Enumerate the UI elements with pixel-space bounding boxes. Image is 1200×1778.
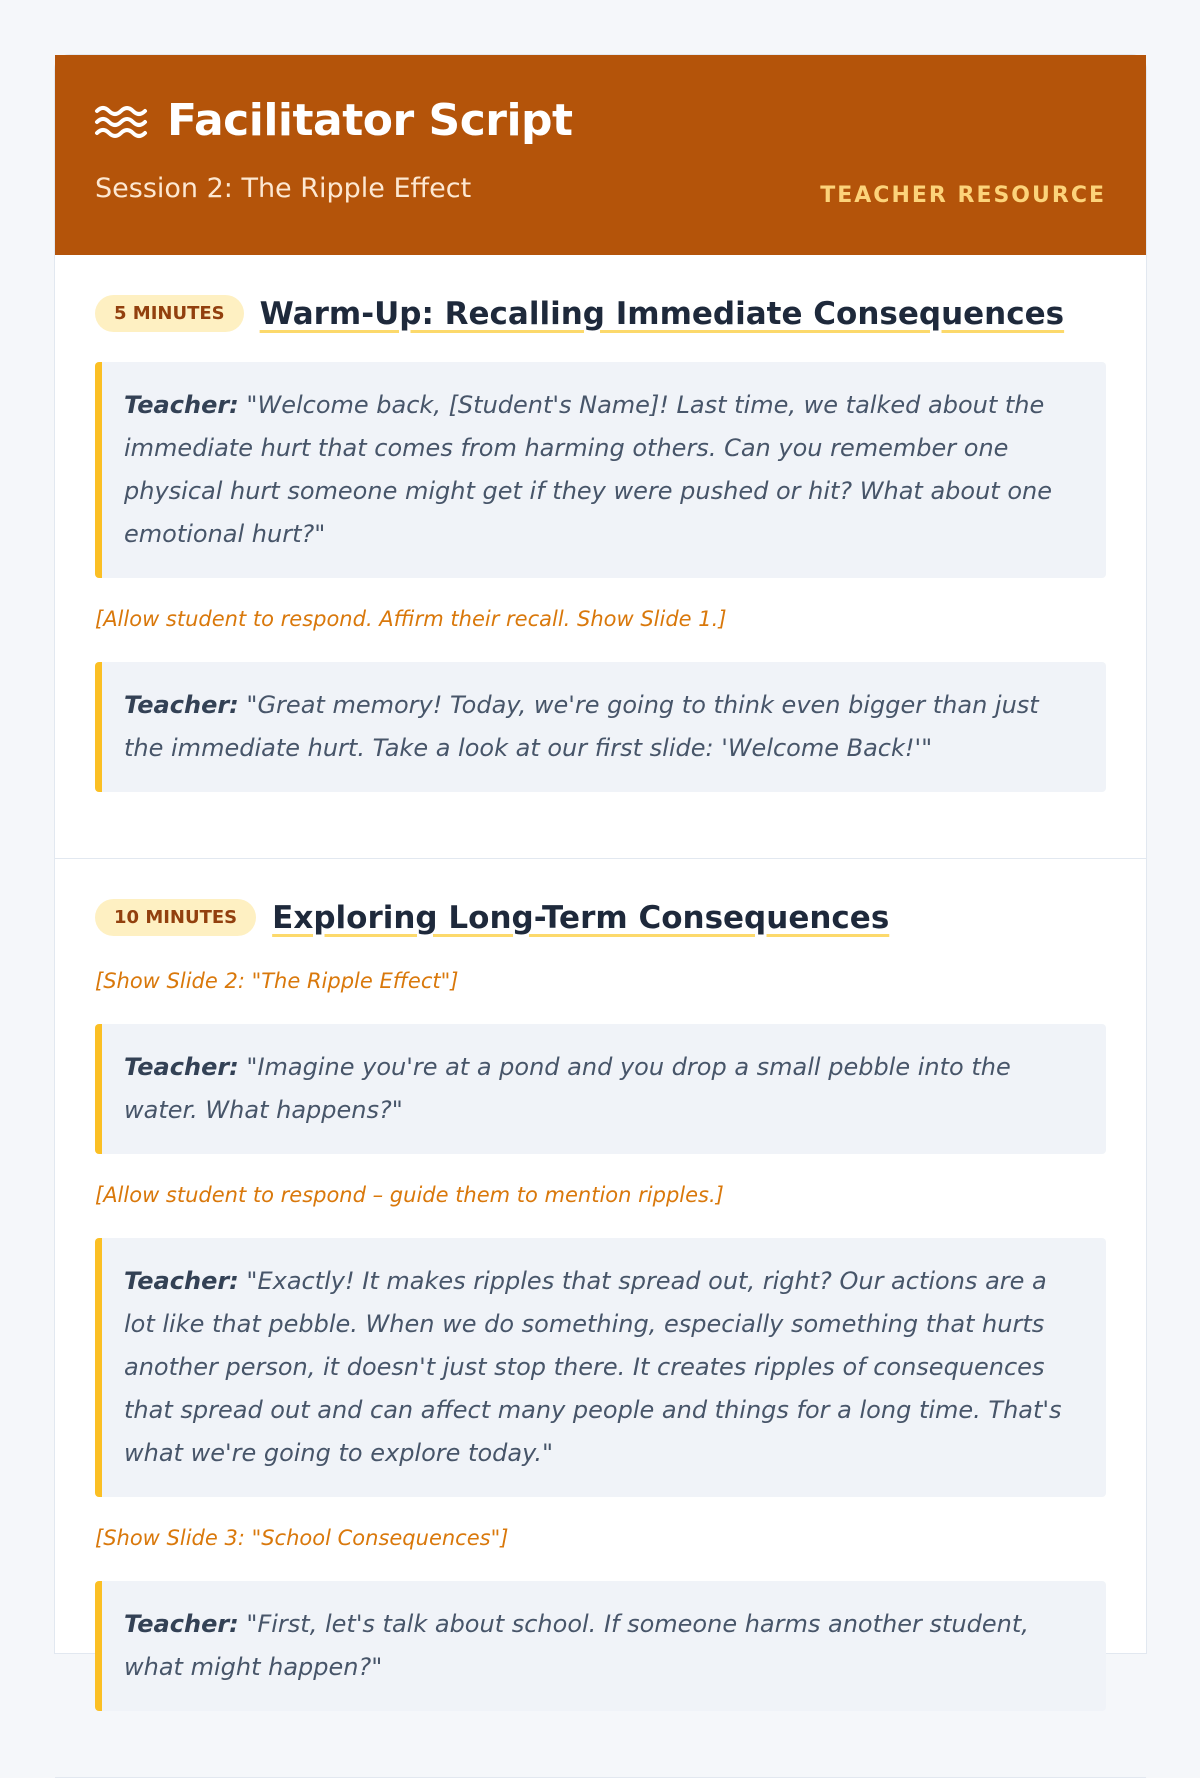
duration-badge: 5 MINUTES [95,295,244,332]
quote-text: "First, let's talk about school. If someone harms another student, what might happen?" [124,1610,1029,1681]
waves-icon [95,101,147,141]
quote-text: "Great memory! Today, we're going to think even bigger than just the immediate hurt. Take a look at our first slide: 'Welcome Back!'" [124,691,1039,762]
teacher-quote [95,662,1106,792]
script-card [54,54,1147,1681]
section-head [95,899,1106,936]
speaker-label: Teacher: [124,691,239,719]
stage-direction: [Allow student to respond – guide them to mention ripples.] [95,1183,724,1207]
teacher-quote [95,1238,1106,1497]
stage-direction: [Allow student to respond. Affirm their recall. Show Slide 1.] [95,607,727,631]
teacher-quote [95,362,1106,578]
quote-text: "Welcome back, [Student's Name]! Last time, we talked about the immediate hurt that comes from harming others. Can you remember one physical hurt someone might get if they were pushed or hit? What about one emotional hurt?" [124,391,1053,548]
sections [55,255,1146,1778]
section-title: Warm-Up: Recalling Immediate Consequences [259,295,1065,332]
script-section [55,255,1146,859]
stage-direction: [Show Slide 3: "School Consequences"] [95,1526,509,1550]
quote-text: "Imagine you're at a pond and you drop a small pebble into the water. What happens?" [124,1053,1011,1124]
resource-tag: TEACHER RESOURCE [820,183,1106,208]
section-title: Exploring Long-Term Consequences [272,899,890,936]
speaker-label: Teacher: [124,391,239,419]
speaker-label: Teacher: [124,1610,239,1638]
speaker-label: Teacher: [124,1267,239,1295]
teacher-quote [95,1581,1106,1711]
script-section [55,859,1146,1778]
quote-text: "Exactly! It makes ripples that spread out, right? Our actions are a lot like that pebble. When we do something, especially something that hurts another person, it doesn't just stop there. It creates ripples of consequences that spread out and can affect many people and things for a long time. That's what we're going to explore today." [124,1267,1062,1467]
duration-badge: 10 MINUTES [95,899,256,936]
section-head [95,295,1106,332]
session-subtitle: Session 2: The Ripple Effect [95,173,472,204]
page-title: Facilitator Script [167,95,573,146]
stage-direction: [Show Slide 2: "The Ripple Effect"] [95,969,459,993]
teacher-quote [95,1024,1106,1154]
speaker-label: Teacher: [124,1053,239,1081]
title-row [95,95,573,146]
header [55,55,1146,255]
